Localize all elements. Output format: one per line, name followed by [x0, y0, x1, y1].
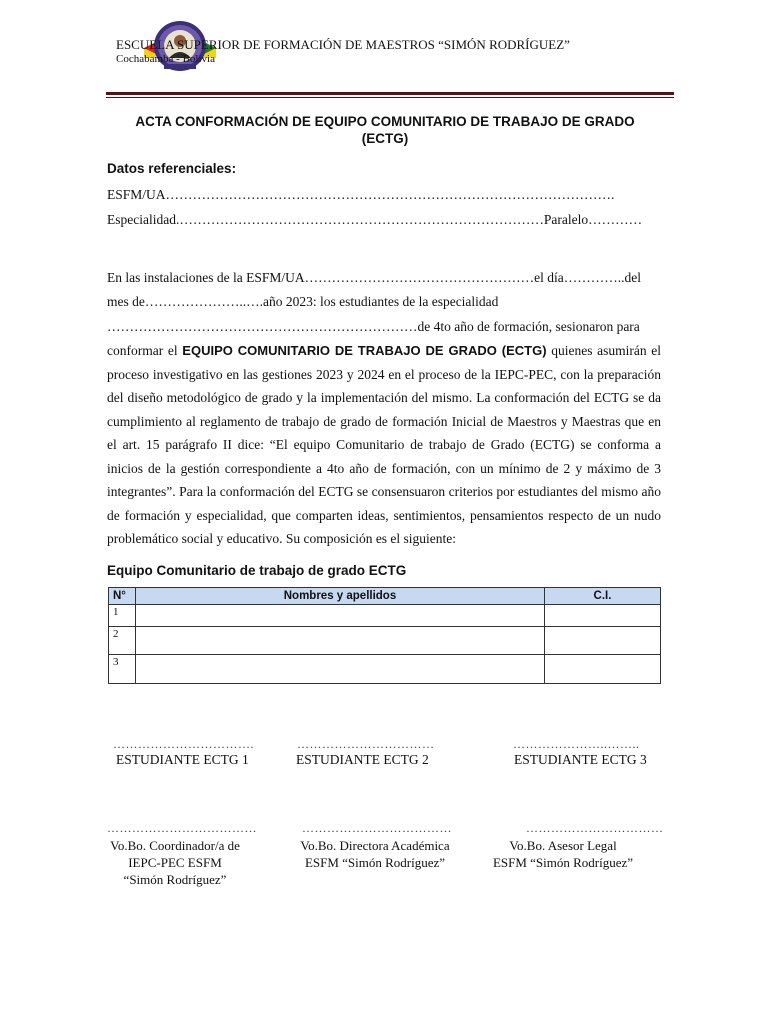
student-1-signature-line: …………………………….: [113, 737, 254, 751]
datos-heading: Datos referenciales:: [107, 161, 237, 176]
table-row: [109, 605, 661, 627]
team-table-header-row: [109, 588, 661, 605]
student-2-label: ESTUDIANTE ECTG 2: [296, 752, 429, 767]
school-city: Cochabamba - Bolivia: [116, 53, 215, 65]
ectg-bold-term: EQUIPO COMUNITARIO DE TRABAJO DE GRADO (ECTG): [182, 343, 547, 358]
school-name: ESCUELA SUPERIOR DE FORMACIÓN DE MAESTROS “SIMÓN RODRÍGUEZ”: [116, 37, 570, 52]
col-header-ci: C.I.: [545, 588, 661, 605]
intro-paragraph: [107, 339, 661, 551]
col-header-n: N°: [109, 588, 136, 605]
coordinator-title: Vo.Bo. Coordinador/a de: [110, 838, 240, 853]
esfm-line: ESFM/UA……………………………………………………………………………………….: [107, 187, 615, 202]
coordinator-school: “Simón Rodríguez”: [123, 872, 227, 887]
coordinator-block: [100, 837, 250, 888]
row-ci-cell[interactable]: [545, 627, 661, 655]
team-table: [108, 587, 661, 684]
legal-school: ESFM “Simón Rodríguez”: [492, 855, 634, 870]
row-nombre-cell[interactable]: [136, 627, 545, 655]
row-ci-cell[interactable]: [545, 655, 661, 684]
student-3-signature-line: …………………..……..: [513, 737, 640, 751]
intro-text-after: quienes asumirán el proceso investigativo en las gestiones 2023 y 2024 en el proceso de la IEPC-PEC, con la preparación del diseño metodológico de grado y la implementación del mismo. La conformación del ECTG se da cumplimiento al reglamento de trabajo de grado de formación Inicial de Maestros y Maestras que en el art. 15 parágrafo II dice: “El equipo Comunitario de trabajo de Grado (ECTG) se conforma a inicios de la gestión correspondiente a 4to año de formación, con un mínimo de 2 y máximo de 3 integrantes”. Para la conformación del ECTG se consensuaron criterios por estudiantes del mismo año de formación y especialidad, que comparten ideas, sentimientos, pensamientos respecto de un nudo problemático social y educativo. Su composición es el siguiente:: [107, 343, 662, 546]
director-signature-line: ………………………………: [302, 821, 452, 835]
coordinator-signature-line: ………………………………: [107, 821, 257, 835]
student-2-signature-line: ……………………………: [297, 737, 435, 751]
intro-line-3: ……………………………………………………………de 4to año de formación, sesionaron para: [107, 319, 640, 334]
row-nombre-cell[interactable]: [136, 655, 545, 684]
header-rule-thin: [106, 97, 674, 98]
row-number: 2: [109, 627, 136, 655]
row-nombre-cell[interactable]: [136, 605, 545, 627]
student-1-label: ESTUDIANTE ECTG 1: [116, 752, 249, 767]
legal-signature-line: ……………………………: [526, 821, 664, 835]
director-school: ESFM “Simón Rodríguez”: [304, 855, 446, 870]
especialidad-line: Especialidad.………………………………………………………………………Paralelo…………: [107, 212, 643, 227]
intro-text-before: conformar el: [107, 343, 183, 358]
table-row: [109, 627, 661, 655]
director-title: Vo.Bo. Directora Académica: [300, 838, 450, 853]
intro-line-2: mes de…………………..….año 2023: los estudiantes de la especialidad: [107, 294, 499, 309]
legal-title: Vo.Bo. Asesor Legal: [509, 838, 617, 853]
team-table-heading: Equipo Comunitario de trabajo de grado ECTG: [107, 563, 407, 578]
director-block: [280, 837, 470, 871]
student-3-label: ESTUDIANTE ECTG 3: [514, 752, 647, 767]
header-rule-thick: [106, 92, 674, 95]
table-row: [109, 655, 661, 684]
document-title: ACTA CONFORMACIÓN DE EQUIPO COMUNITARIO DE TRABAJO DE GRADO (ECTG): [135, 114, 635, 146]
intro-line-1: En las instalaciones de la ESFM/UA……………………………………………el día…………..del: [107, 270, 641, 285]
coordinator-unit: IEPC-PEC ESFM: [128, 855, 222, 870]
col-header-nombres: Nombres y apellidos: [136, 588, 545, 605]
row-ci-cell[interactable]: [545, 605, 661, 627]
row-number: 3: [109, 655, 136, 684]
legal-block: [478, 837, 648, 871]
row-number: 1: [109, 605, 136, 627]
